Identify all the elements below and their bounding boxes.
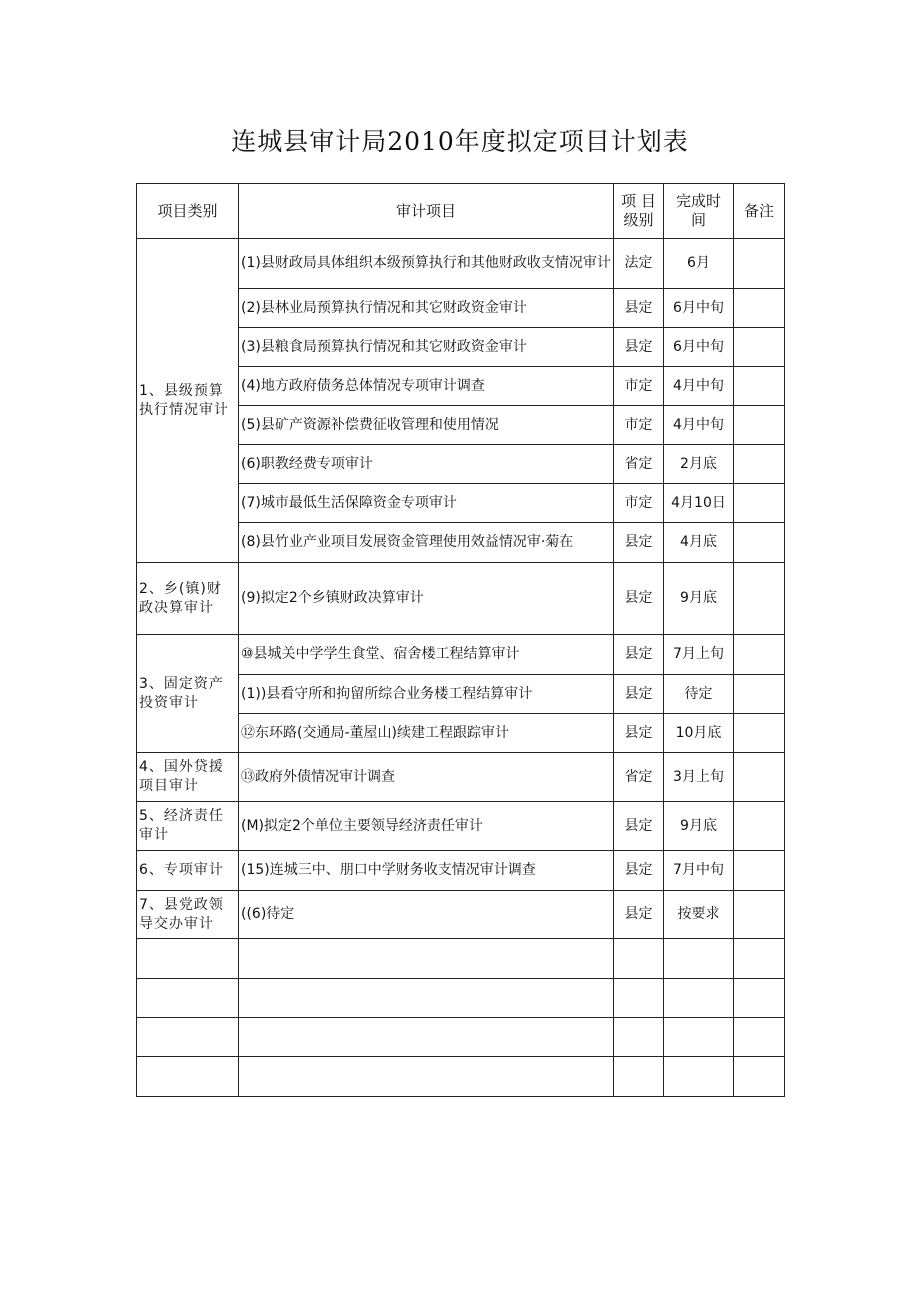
page-title: 连城县审计局2010年度拟定项目计划表 [231, 127, 689, 156]
time-cell: 6月中旬 [664, 328, 734, 367]
note-cell [734, 802, 785, 851]
time-cell: 待定 [664, 675, 734, 714]
item-cell: (2)县林业局预算执行情况和其它财政资金审计 [239, 289, 614, 328]
item-cell: (6)职教经费专项审计 [239, 445, 614, 484]
level-cell: 市定 [614, 367, 664, 406]
level-cell: 县定 [614, 675, 664, 714]
category-cell: 1、县级预算执行情况审计 [137, 239, 239, 563]
item-cell: (3)县粮食局预算执行情况和其它财政资金审计 [239, 328, 614, 367]
note-cell [734, 523, 785, 563]
time-cell: 10月底 [664, 714, 734, 753]
item-cell: (5)县矿产资源补偿费征收管理和使用情况 [239, 406, 614, 445]
level-cell: 县定 [614, 851, 664, 891]
time-cell: 4月中旬 [664, 367, 734, 406]
category-cell: 5、经济责任审计 [137, 802, 239, 851]
audit-plan-table [136, 183, 785, 1097]
note-cell [734, 851, 785, 891]
header-row [137, 184, 785, 239]
time-cell: 3月上旬 [664, 753, 734, 802]
note-cell [734, 239, 785, 289]
category-cell: 7、县党政领导交办审计 [137, 891, 239, 939]
item-cell: ⑫东环路(交通局-董屋山)续建工程跟踪审计 [239, 714, 614, 753]
category-cell: 4、国外贷援项目审计 [137, 753, 239, 802]
time-cell: 4月10日 [664, 484, 734, 523]
item-cell: (4)地方政府债务总体情况专项审计调查 [239, 367, 614, 406]
level-cell: 省定 [614, 445, 664, 484]
item-cell: ⑬政府外债情况审计调查 [239, 753, 614, 802]
level-cell: 县定 [614, 891, 664, 939]
note-cell [734, 445, 785, 484]
time-cell: 6月 [664, 239, 734, 289]
item-cell: (1)县财政局具体组织本级预算执行和其他财政收支情况审计 [239, 239, 614, 289]
note-cell [734, 675, 785, 714]
level-cell: 县定 [614, 328, 664, 367]
category-cell: 3、固定资产投资审计 [137, 635, 239, 753]
level-cell: 县定 [614, 802, 664, 851]
table-row [137, 753, 785, 802]
item-cell: (7)城市最低生活保障资金专项审计 [239, 484, 614, 523]
item-cell: ((6)待定 [239, 891, 614, 939]
level-cell: 县定 [614, 289, 664, 328]
item-cell: (8)县竹业产业项目发展资金管理使用效益情况审·菊在 [239, 523, 614, 563]
time-cell: 7月中旬 [664, 851, 734, 891]
note-cell [734, 753, 785, 802]
level-cell: 省定 [614, 753, 664, 802]
category-cell: 2、乡(镇)财政决算审计 [137, 563, 239, 635]
table-row [137, 239, 785, 289]
level-cell: 县定 [614, 714, 664, 753]
time-cell: 6月中旬 [664, 289, 734, 328]
note-cell [734, 484, 785, 523]
time-cell: 2月底 [664, 445, 734, 484]
level-cell: 县定 [614, 635, 664, 675]
item-cell: (M)拟定2个单位主要领导经济责任审计 [239, 802, 614, 851]
level-cell: 市定 [614, 484, 664, 523]
time-cell: 9月底 [664, 802, 734, 851]
note-cell [734, 367, 785, 406]
level-cell: 市定 [614, 406, 664, 445]
category-cell: 6、专项审计 [137, 851, 239, 891]
time-cell: 7月上旬 [664, 635, 734, 675]
table-row [137, 891, 785, 939]
empty-row [137, 1057, 785, 1097]
time-cell: 4月中旬 [664, 406, 734, 445]
header-level: 项 目 级别 [614, 184, 664, 239]
item-cell: (1))县看守所和拘留所综合业务楼工程结算审计 [239, 675, 614, 714]
empty-row [137, 1018, 785, 1057]
empty-row [137, 979, 785, 1018]
time-cell: 9月底 [664, 563, 734, 635]
level-cell: 县定 [614, 523, 664, 563]
note-cell [734, 406, 785, 445]
note-cell [734, 563, 785, 635]
time-cell: 按要求 [664, 891, 734, 939]
header-time: 完成时 间 [664, 184, 734, 239]
level-cell: 法定 [614, 239, 664, 289]
header-item: 审计项目 [239, 184, 614, 239]
table-row [137, 851, 785, 891]
item-cell: (9)拟定2个乡镇财政决算审计 [239, 563, 614, 635]
table-row [137, 563, 785, 635]
time-cell: 4月底 [664, 523, 734, 563]
header-category: 项目类别 [137, 184, 239, 239]
header-note: 备注 [734, 184, 785, 239]
item-cell: ⑩县城关中学学生食堂、宿舍楼工程结算审计 [239, 635, 614, 675]
note-cell [734, 891, 785, 939]
note-cell [734, 328, 785, 367]
table-row [137, 635, 785, 675]
empty-row [137, 939, 785, 979]
table-row [137, 802, 785, 851]
note-cell [734, 635, 785, 675]
note-cell [734, 289, 785, 328]
level-cell: 县定 [614, 563, 664, 635]
note-cell [734, 714, 785, 753]
item-cell: (15)连城三中、朋口中学财务收支情况审计调查 [239, 851, 614, 891]
